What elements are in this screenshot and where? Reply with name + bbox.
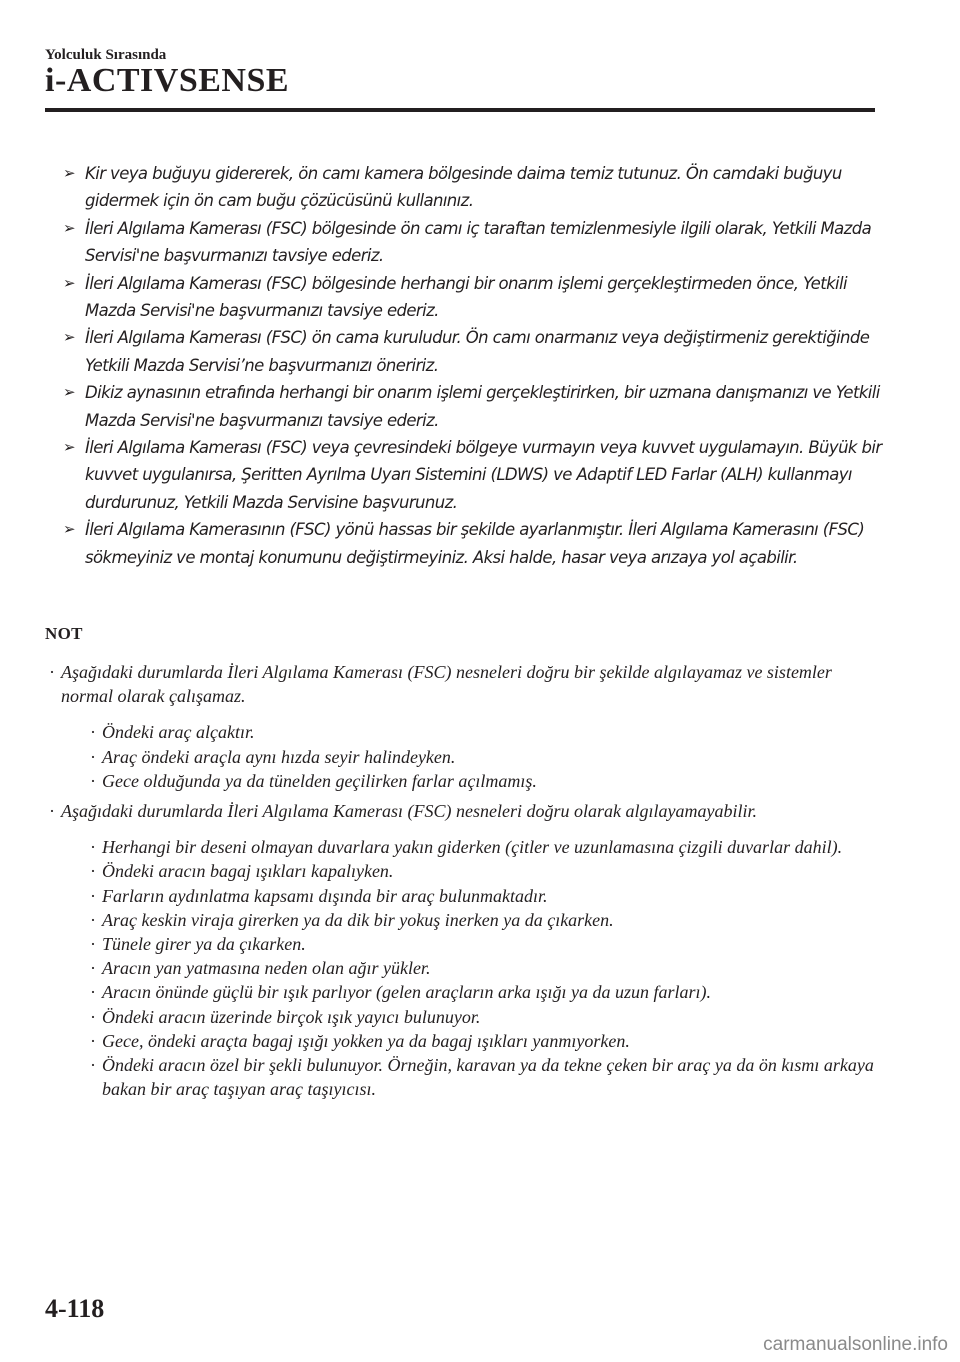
note-text: Aşağıdaki durumlarda İleri Algılama Kamerası (FSC) nesneleri doğru olarak algılayamayabilir.	[61, 801, 757, 822]
note-subtext: Aracın yan yatmasına neden olan ağır yükler.	[102, 958, 431, 979]
note-subitem	[61, 884, 875, 908]
dot-bullet-icon: ·	[90, 1030, 96, 1051]
page-number: 4-118	[45, 1294, 105, 1323]
caution-text: İleri Algılama Kamerasının (FSC) yönü hassas bir şekilde ayarlanmıştır. İleri Algılama Kamerasını (FSC) sökmeyiniz ve montaj konumunu değiştirmeyiniz. Aksi halde, hasar veya arızaya yol açabilir.	[85, 520, 865, 567]
note-subtext: Araç öndeki araçla aynı hızda seyir halindeyken.	[102, 746, 456, 767]
note-subtext: Öndeki aracın üzerinde birçok ışık yayıcı bulunuyor.	[102, 1006, 481, 1027]
note-item	[45, 660, 875, 793]
dot-bullet-icon: ·	[90, 909, 96, 930]
caution-text: İleri Algılama Kamerası (FSC) ön cama kuruludur. Ön camı onarmanız veya değiştirmeniz gerektiğinde Yetkili Mazda Servisi’ne başvurmanızı öneririz.	[85, 328, 870, 375]
dot-bullet-icon: ·	[90, 722, 96, 743]
caution-item	[63, 160, 883, 215]
note-subitem	[61, 932, 875, 956]
page-title: i-ACTIVSENSE	[45, 62, 290, 99]
dot-bullet-icon: ·	[90, 861, 96, 882]
note-subtext: Öndeki aracın özel bir şekli bulunuyor. Örneğin, karavan ya da tekne çeken bir araç ya da ön kısmı arkaya bakan bir araç taşıyan araç taşıyıcısı.	[102, 1055, 874, 1100]
caution-text: İleri Algılama Kamerası (FSC) veya çevresindeki bölgeye vurmayın veya kuvvet uygulamayın. Büyük bir kuvvet uygulanırsa, Şeritten Ayrılma Uyarı Sistemini (LDWS) ve Adaptif LED Farlar (ALH) kullanmayı durdurunuz, Yetkili Mazda Servisine başvurunuz.	[85, 438, 882, 512]
note-section	[45, 660, 875, 1107]
caution-item	[63, 379, 883, 434]
note-subtext: Farların aydınlatma kapsamı dışında bir araç bulunmaktadır.	[102, 885, 548, 906]
arrow-bullet-icon: ➢	[63, 273, 75, 292]
note-sublist	[61, 835, 875, 1101]
note-item	[45, 799, 875, 1101]
note-subitem	[61, 908, 875, 932]
note-subitem	[61, 835, 875, 859]
note-subitem	[61, 1005, 875, 1029]
note-sublist	[61, 720, 875, 793]
arrow-bullet-icon: ➢	[63, 164, 75, 182]
note-subitem	[61, 769, 875, 793]
note-subtext: Öndeki araç alçaktır.	[102, 722, 255, 743]
note-subitem	[61, 859, 875, 883]
dot-bullet-icon: ·	[49, 801, 55, 822]
note-subtext: Gece olduğunda ya da tünelden geçilirken farlar açılmamış.	[102, 770, 537, 791]
caution-text: İleri Algılama Kamerası (FSC) bölgesinde herhangi bir onarım işlemi gerçekleştirmeden önce, Yetkili Mazda Servisi'ne başvurmanızı tavsiye ederiz.	[85, 273, 847, 321]
note-subtext: Gece, öndeki araçta bagaj ışığı yokken ya da bagaj ışıkları yanmıyorken.	[102, 1030, 630, 1051]
watermark-link[interactable]: carmanualsonline.info	[763, 1334, 948, 1355]
note-subitem	[61, 720, 875, 744]
caution-list	[63, 160, 883, 571]
note-subitem	[61, 1053, 875, 1101]
note-subtext: Aracın önünde güçlü bir ışık parlıyor (gelen araçların arka ışığı ya da uzun farları).	[102, 982, 711, 1003]
caution-text: İleri Algılama Kamerası (FSC) bölgesinde ön camı iç taraftan temizlenmesiyle ilgili olarak, Yetkili Mazda Servisi'ne başvurmanızı tavsiye ederiz.	[85, 218, 872, 266]
dot-bullet-icon: ·	[90, 837, 96, 858]
arrow-bullet-icon: ➢	[63, 520, 75, 539]
caution-item	[63, 516, 883, 571]
note-subitem	[61, 745, 875, 769]
note-subtext: Öndeki aracın bagaj ışıkları kapalıyken.	[102, 861, 394, 882]
dot-bullet-icon: ·	[90, 982, 96, 1003]
arrow-bullet-icon: ➢	[63, 383, 75, 402]
arrow-bullet-icon: ➢	[63, 328, 75, 347]
arrow-bullet-icon: ➢	[63, 438, 75, 457]
header-divider	[45, 108, 875, 112]
dot-bullet-icon: ·	[90, 934, 96, 955]
dot-bullet-icon: ·	[90, 958, 96, 979]
section-title: Yolculuk Sırasında	[45, 47, 167, 63]
caution-item	[63, 324, 883, 379]
note-heading: NOT	[45, 624, 83, 643]
dot-bullet-icon: ·	[90, 885, 96, 906]
caution-item	[63, 434, 883, 516]
arrow-bullet-icon: ➢	[63, 218, 75, 237]
dot-bullet-icon: ·	[90, 770, 96, 791]
note-subitem	[61, 956, 875, 980]
dot-bullet-icon: ·	[90, 1055, 96, 1076]
dot-bullet-icon: ·	[49, 662, 55, 682]
caution-item	[63, 270, 883, 325]
note-subitem	[61, 1029, 875, 1053]
caution-item	[63, 215, 883, 270]
note-list	[45, 660, 875, 1101]
dot-bullet-icon: ·	[90, 1006, 96, 1027]
caution-text: Dikiz aynasının etrafında herhangi bir onarım işlemi gerçekleştirirken, bir uzmana danışmanızı ve Yetkili Mazda Servisi'ne başvurmanızı tavsiye ederiz.	[85, 383, 880, 430]
note-subtext: Tünele girer ya da çıkarken.	[102, 934, 306, 955]
note-subitem	[61, 980, 875, 1004]
note-text: Aşağıdaki durumlarda İleri Algılama Kamerası (FSC) nesneleri doğru bir şekilde algılayamaz ve sistemler normal olarak çalışamaz.	[61, 662, 832, 707]
note-subtext: Herhangi bir deseni olmayan duvarlara yakın giderken (çitler ve uzunlamasına çizgili duvarlar dahil).	[102, 837, 843, 858]
note-subtext: Araç keskin viraja girerken ya da dik bir yokuş inerken ya da çıkarken.	[102, 909, 614, 930]
caution-text: Kir veya buğuyu gidererek, ön camı kamera bölgesinde daima temiz tutunuz. Ön camdaki buğuyu gidermek için ön cam buğu çözücüsünü kullanınız.	[85, 164, 842, 211]
dot-bullet-icon: ·	[90, 746, 96, 767]
